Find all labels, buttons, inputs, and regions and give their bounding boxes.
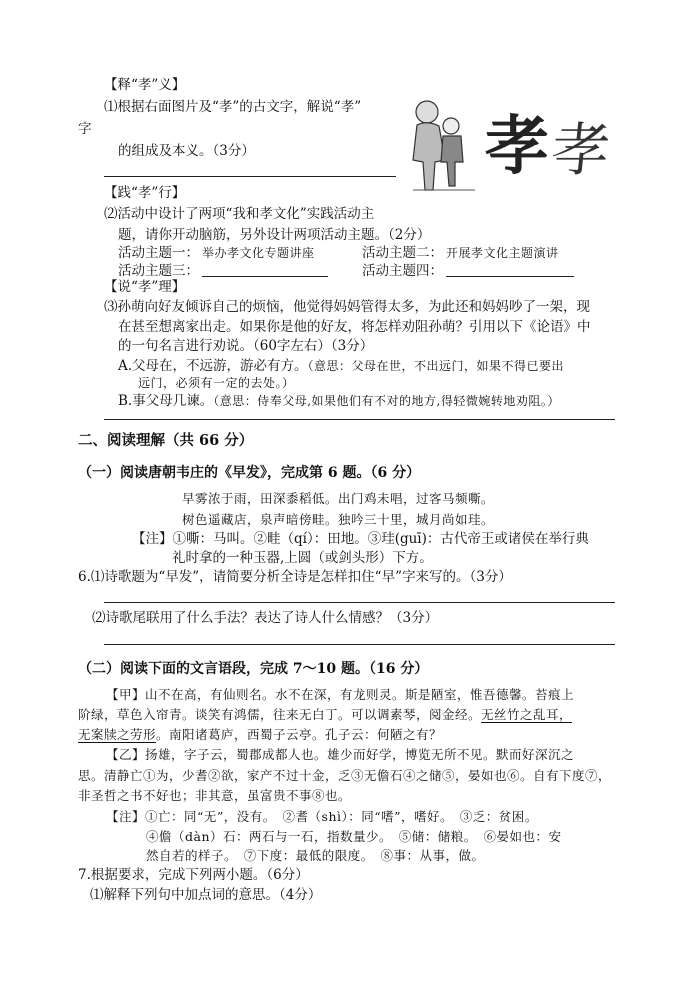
option-a-main: A.父母在，不远游，游必有方。 (118, 358, 308, 374)
text-yi-line2: 思。清静亡①为，少耆②欲，家产不过十金，乏③无儋石④之储⑤，晏如也⑥。自有下度⑦， (78, 768, 612, 783)
answer-line-q6-2[interactable] (104, 644, 615, 645)
poem-note-line1: 【注】①嘶：马叫。②畦（qí）：田地。③珪(guī)：古代帝王或诸侯在举行典 (132, 531, 589, 547)
option-a (118, 357, 564, 375)
answer-line-q1[interactable] (104, 176, 396, 177)
poem-line-2: 树色遥藏店，泉声暗傍畦。独吟三十里，城月尚如珪。 (182, 512, 495, 527)
text-yi-line3: 非圣哲之书不好也；非其意，虽富贵不事⑧也。 (78, 788, 352, 803)
wenyan-note-line2: ④儋（dàn）石：两石与一石，指数量少。 ⑤储：储粮。 ⑥晏如也：安 (146, 829, 562, 844)
theme2-value: 开展孝文化主题演讲 (446, 246, 559, 260)
theme4-label: 活动主题四： (362, 263, 443, 279)
text-jia-underlined-1: 无丝竹之乱耳， (481, 707, 573, 722)
question-6-2: ⑵诗歌尾联用了什么手法？表达了诗人什么情感？（3分） (92, 610, 439, 626)
option-b (118, 392, 560, 410)
question-3-line3: 的一句名言进行劝说。（60字左右）（3分） (118, 338, 374, 354)
answer-line-q3[interactable] (104, 419, 615, 420)
poem-line-1: 早雾浓于雨，田深黍稻低。出门鸡未唱，过客马频嘶。 (182, 491, 495, 506)
question-6-1: 6.⑴诗歌题为“早发”，请简要分析全诗是怎样扣住“早”字来写的。（3分） (78, 569, 512, 585)
answer-line-q6-1[interactable] (104, 602, 615, 603)
text-jia-line3-plain: 。南阳诸葛庐，西蜀子云亭。孔子云：何陋之有？ (156, 727, 443, 742)
text-jia-line2 (78, 706, 572, 724)
modern-xiao-glyph: 孝 (485, 109, 549, 184)
question-3-line1: ⑶孙萌向好友倾诉自己的烦恼，他觉得妈妈管得太多，为此还和妈妈吵了一架，现 (104, 299, 590, 315)
text-jia-line3 (78, 726, 442, 744)
question-7-1: ⑴解释下列句中加点词的意思。（4分） (90, 887, 322, 903)
text-jia-line2-plain: 阶绿，草色入帘青。谈笑有鸿儒，往来无白丁。可以调素琴，阅金经。 (78, 707, 482, 722)
subsection-2-heading: （二）阅读下面的文言语段，完成 7～10 题。（16 分） (78, 661, 429, 677)
question-7: 7.根据要求，完成下列两小题。（6分） (78, 867, 309, 883)
question-1-zi: 字 (78, 121, 92, 137)
theme3-input[interactable] (202, 276, 328, 277)
text-yi-line1: 【乙】扬雄，字子云，蜀郡成都人也。雄少而好学，博览无所不见。默而好深沉之 (106, 747, 575, 762)
subsection-1-heading: （一）阅读唐朝韦庄的《早发》，完成第 6 题。（6 分） (78, 465, 421, 481)
option-a-note2: 远门，必须有一定的去处。） (138, 376, 295, 390)
poem-note-line2: 礼时拿的一种玉器,上圆（或剑头形）下方。 (172, 550, 433, 566)
option-b-main: B.事父母几谏。 (118, 393, 214, 409)
wenyan-note-line1: 【注】①亡：同“无”，没有。 ②耆（shì）：同“嗜”，嗜好。 ③乏：贫困。 (106, 809, 538, 824)
section-title-shuo: 【说“孝”理】 (104, 279, 186, 295)
option-b-note: （意思：侍奉父母,如果他们有不对的地方,得轻微婉转地劝阻。） (213, 394, 560, 408)
option-a-note1: （意思：父母在世，不出远门，如果不得已要出 (307, 359, 565, 373)
theme1-label: 活动主题一： (118, 245, 199, 261)
theme3-label: 活动主题三： (118, 263, 199, 279)
section-title-jian: 【践“孝”行】 (104, 185, 186, 201)
section-title-shi: 【释“孝”义】 (104, 77, 186, 93)
text-jia-line1: 【甲】山不在高，有仙则名。水不在深，有龙则灵。斯是陋室，惟吾德馨。苔痕上 (106, 687, 575, 702)
ancient-xiao-glyph: 孝 (548, 116, 614, 184)
theme2-label: 活动主题二： (362, 245, 443, 261)
theme1-value: 举办孝文化专题讲座 (202, 246, 315, 260)
wenyan-note-line3: 然自若的样子。 ⑦下度：最低的限度。 ⑧事：从事，做。 (146, 848, 485, 863)
question-2-line1: ⑵活动中设计了两项“我和孝文化”实践活动主 (104, 206, 375, 222)
part2-heading: 二、阅读理解（共 66 分） (78, 432, 254, 449)
question-2-line2: 题，请你开动脑筋，另外设计两项活动主题。（2分） (118, 227, 431, 243)
question-3-line2: 在甚至想离家出走。如果你是他的好友，将怎样劝阻孙萌？引用以下《论语》中 (118, 319, 591, 335)
elder-carrying-child-image (405, 90, 615, 200)
xiao-figure (405, 90, 615, 200)
question-1-line2: 的组成及本义。（3分） (118, 143, 255, 159)
theme4-input[interactable] (446, 276, 574, 277)
text-jia-underlined-2: 无案牍之劳形 (78, 727, 157, 742)
question-1-line1: ⑴根据右面图片及“孝”的古文字，解说“孝” (104, 99, 362, 115)
